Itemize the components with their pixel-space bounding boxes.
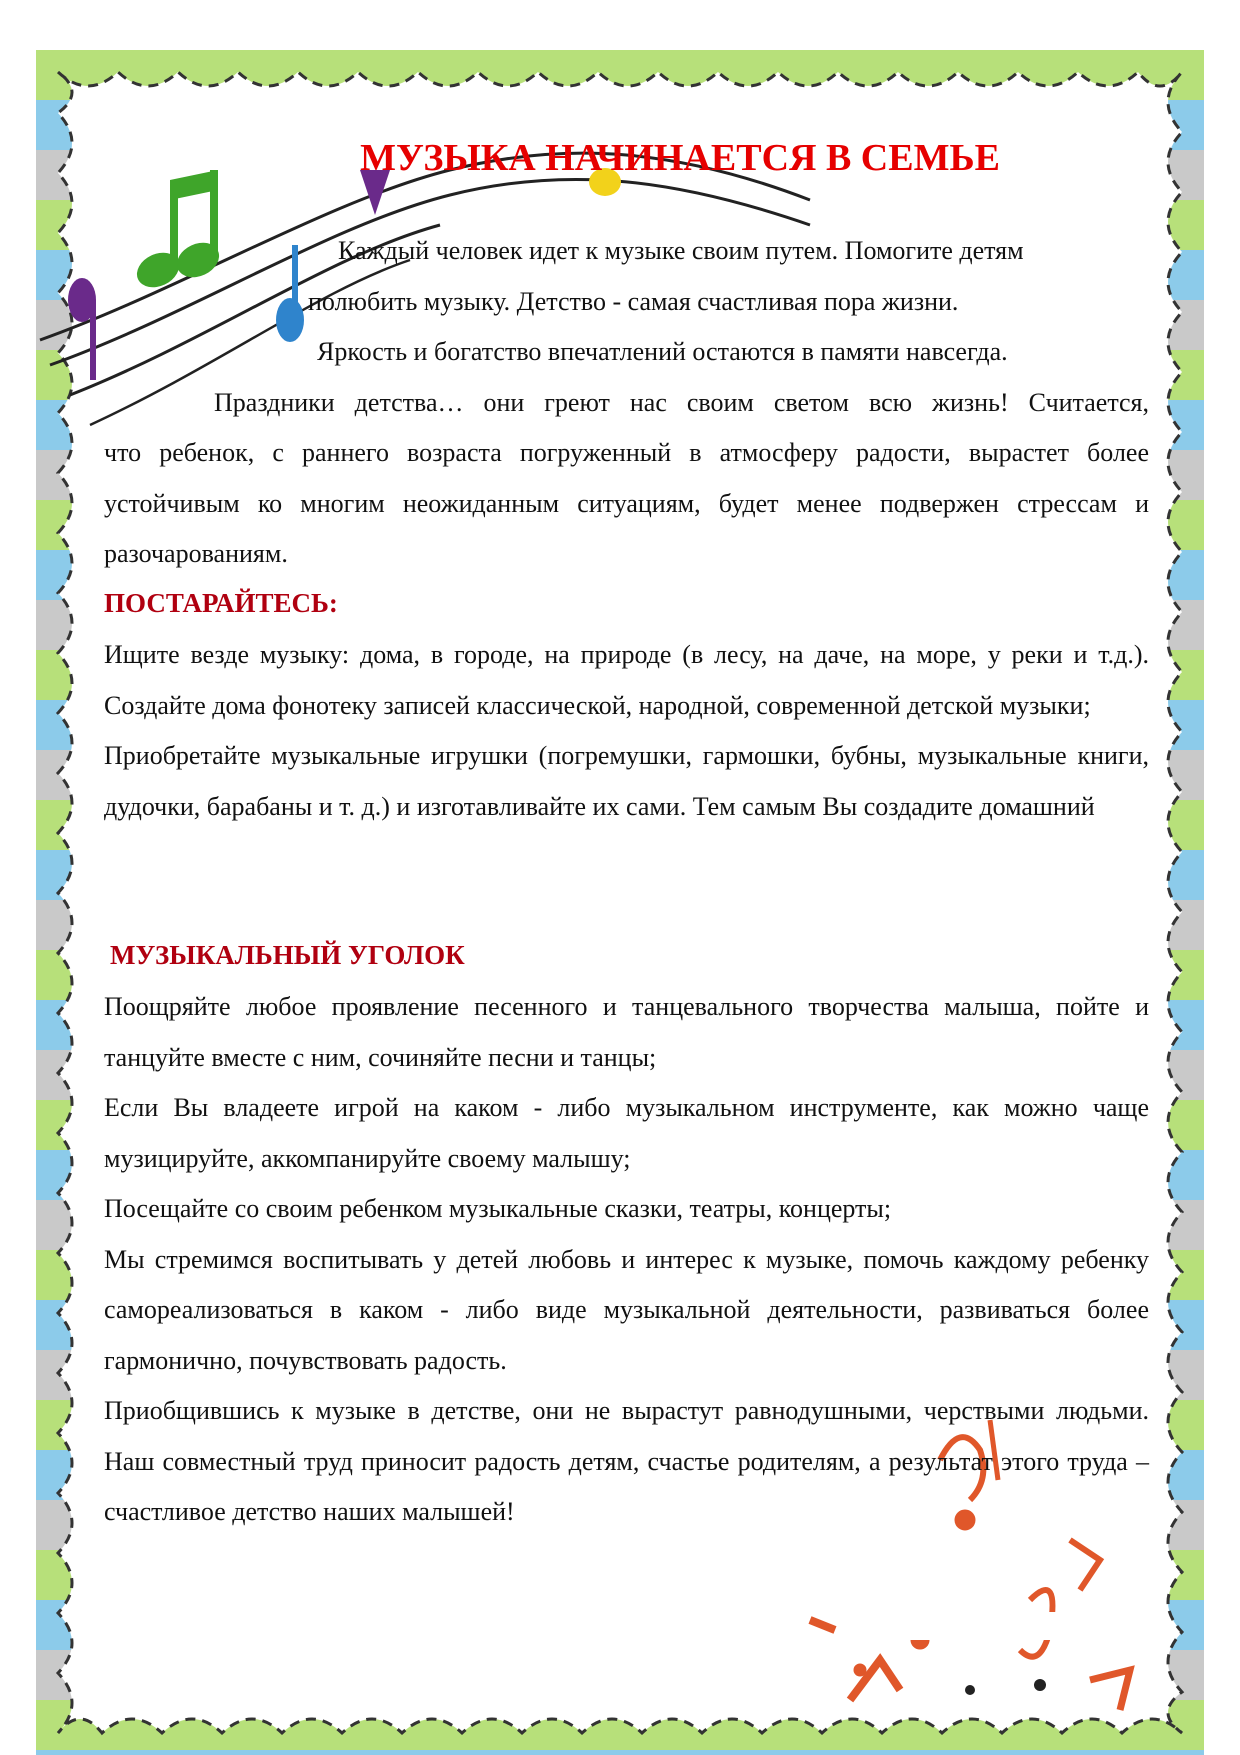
intro-line-2: полюбить музыку. Детство - самая счастливая пора жизни. (308, 287, 959, 316)
tip-item: Ищите везде музыку: дома, в городе, на природе (в лесу, на даче, на море, у реки и т.д.). Создайте дома фонотеку записей классической, народной, современной детской музыки; (104, 640, 1149, 720)
tips-block-1 (104, 630, 1149, 832)
intro-line-4: Праздники детства… они греют нас своим светом всю жизнь! Считается, (214, 388, 1149, 417)
intro-line-1: Каждый человек идет к музыке своим путем. Помогите детям (338, 236, 1024, 265)
heading-music-corner: МУЗЫКАЛЬНЫЙ УГОЛОК (110, 940, 465, 970)
tip-item: Мы стремимся воспитывать у детей любовь и интерес к музыке, помочь каждому ребенку самореализоваться в каком - либо виде музыкальной деятельности, развиваться более гармонично, почувствовать радость. (104, 1244, 1149, 1375)
tip-item: Поощряйте любое проявление песенного и танцевального творчества малыша, пойте и танцуйте вместе с ним, сочиняйте песни и танцы; (104, 992, 1149, 1072)
green-note-icon (131, 170, 224, 294)
page-title: МУЗЫКА НАЧИНАЕТСЯ В СЕМЬЕ (360, 137, 1000, 179)
intro-line-3: Яркость и богатство впечатлений остаются в памяти навсегда. (317, 337, 1008, 366)
tip-item: Если Вы владеете игрой на каком - либо музыкальном инструменте, как можно чаще музицируйте, аккомпанируйте своему малышу; (104, 1093, 1149, 1173)
tips-block-2 (104, 982, 1149, 1538)
intro-rest-text: что ребенок, с раннего возраста погруженный в атмосферу радости, вырастет более устойчивым ко многим неожиданным ситуациям, будет менее подвержен стрессам и разочарованиям. (104, 438, 1149, 568)
tip-item: Приобщившись к музыке в детстве, они не вырастут равнодушными, черствыми людьми. Наш совместный труд приносит радость детям, счастье родителям, а результат этого труда – счастливое детство наших малышей! (104, 1396, 1149, 1526)
white-patch (860, 1612, 1155, 1640)
tip-item: Посещайте со своим ребенком музыкальные сказки, театры, концерты; (104, 1194, 892, 1223)
intro-paragraph (104, 428, 1149, 580)
tip-item: Приобретайте музыкальные игрушки (погремушки, гармошки, бубны, музыкальные книги, дудочки, барабаны и т. д.) и изготавливайте их сами. Тем самым Вы создадите домашний (104, 741, 1149, 821)
heading-try: ПОСТАРАЙТЕСЬ: (104, 588, 338, 618)
